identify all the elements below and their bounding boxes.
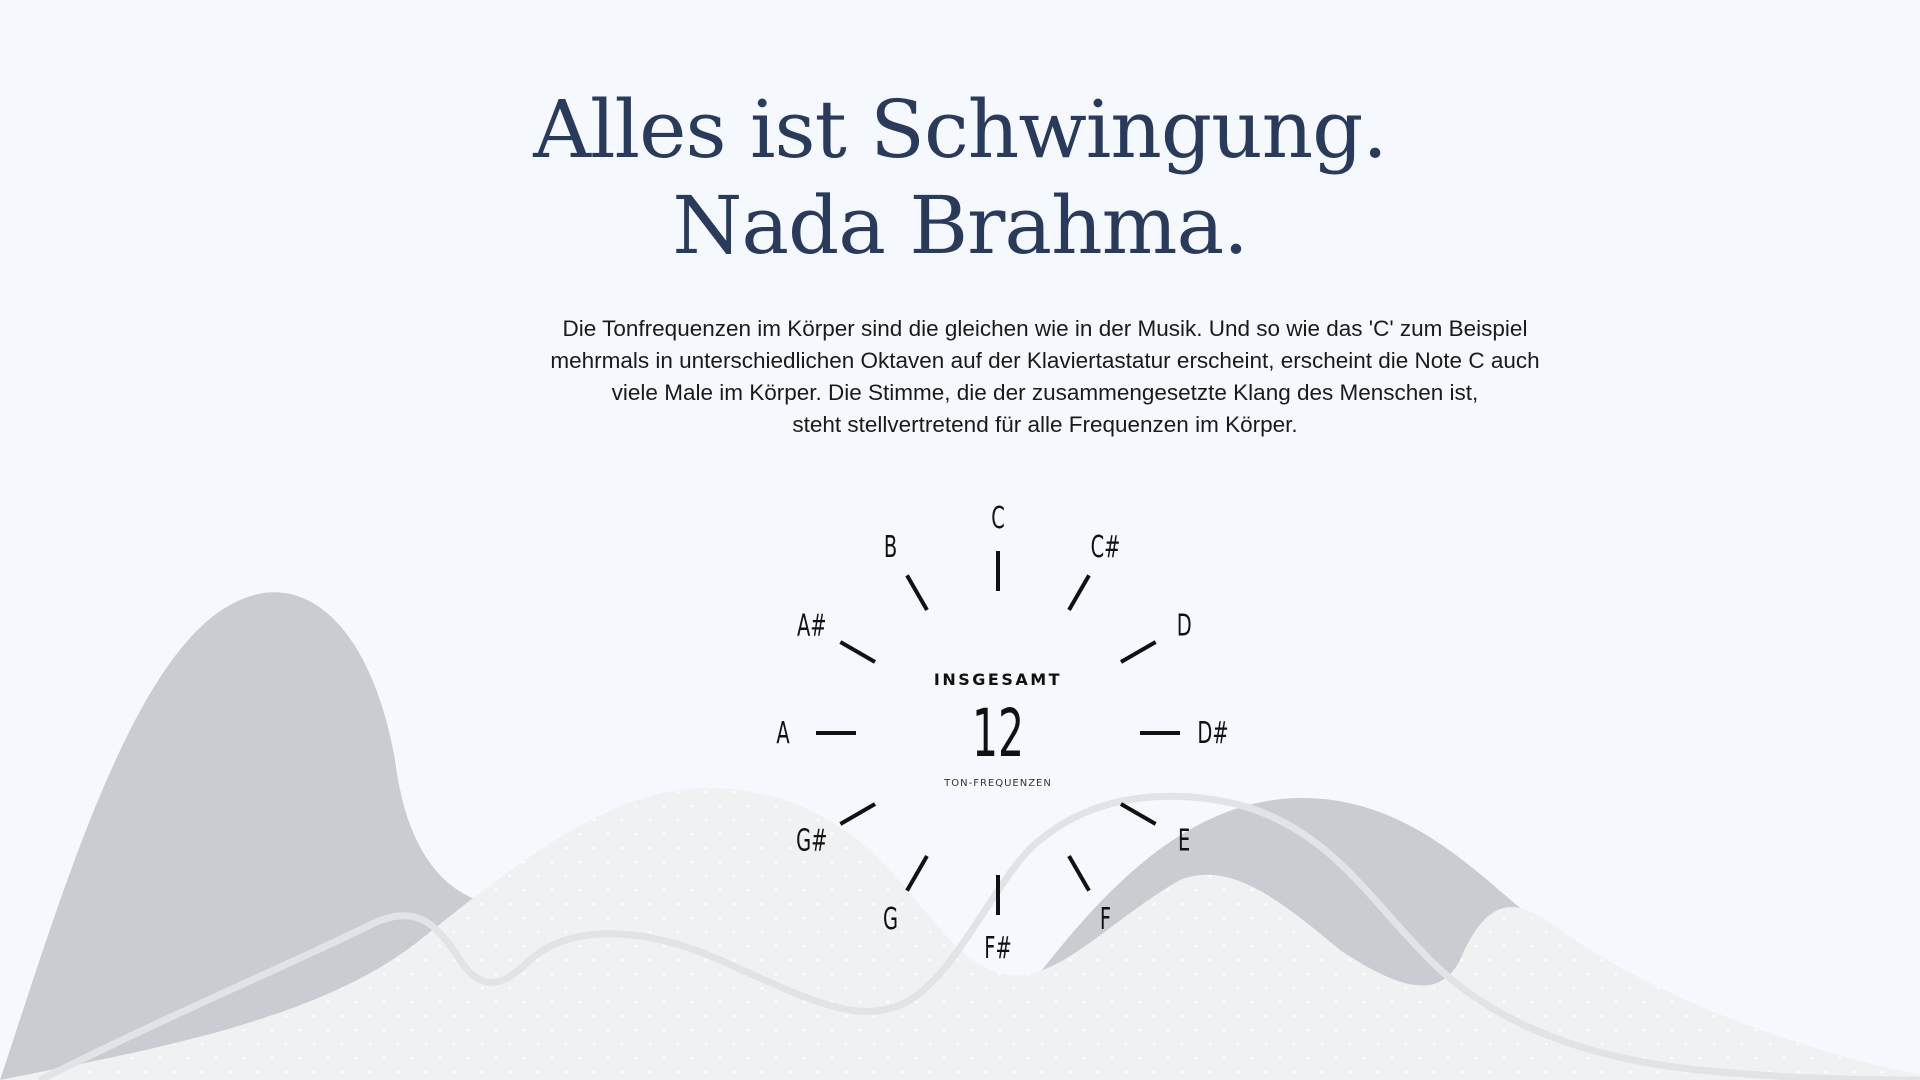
dial-label-g-sharp: G# <box>796 824 828 859</box>
dial-center-title: INSGESAMT <box>933 670 1063 689</box>
dial-center-subtitle: TON-FREQUENZEN <box>944 778 1052 789</box>
intro-line-2: mehrmals in unterschiedlichen Oktaven auf der Klaviertastatur erscheint, erscheint die Note C auch <box>550 348 1540 373</box>
dial-tick-e <box>1121 804 1156 824</box>
dial-tick-d <box>1121 642 1156 662</box>
dial-label-c-sharp: C# <box>1090 530 1121 565</box>
intro-line-1: Die Tonfrequenzen im Körper sind die gleichen wie in der Musik. Und so wie das 'C' zum Beispiel <box>562 316 1528 341</box>
dial-tick-c-sharp <box>1069 575 1089 610</box>
dial-label-d: D <box>1176 609 1192 644</box>
dial-label-c: C <box>991 501 1005 537</box>
dial-label-g: G <box>882 902 899 938</box>
dial-tick-a-sharp <box>840 642 875 662</box>
dial-tick-g-sharp <box>840 804 875 824</box>
dial-label-a: A <box>776 716 790 752</box>
dial-label-e: E <box>1178 824 1191 859</box>
dial-tick-b <box>907 575 927 610</box>
dial-label-d-sharp: D# <box>1197 716 1229 752</box>
dial-label-a-sharp: A# <box>797 609 827 644</box>
dial-label-f: F <box>1099 902 1112 938</box>
headline-line-1: Alles ist Schwingung. <box>533 83 1387 176</box>
dial-label-b: B <box>883 530 898 565</box>
dial-center-count: 12 <box>971 695 1025 772</box>
intro-line-3: viele Male im Körper. Die Stimme, die der zusammengesetzte Klang des Menschen ist, <box>611 380 1479 405</box>
intro-line-4: steht stellvertretend für alle Frequenzen im Körper. <box>792 412 1298 437</box>
dial-tick-g <box>907 856 927 891</box>
dial-tick-f <box>1069 856 1089 891</box>
dial-label-f-sharp: F# <box>984 931 1012 967</box>
headline-line-2: Nada Brahma. <box>672 179 1248 272</box>
